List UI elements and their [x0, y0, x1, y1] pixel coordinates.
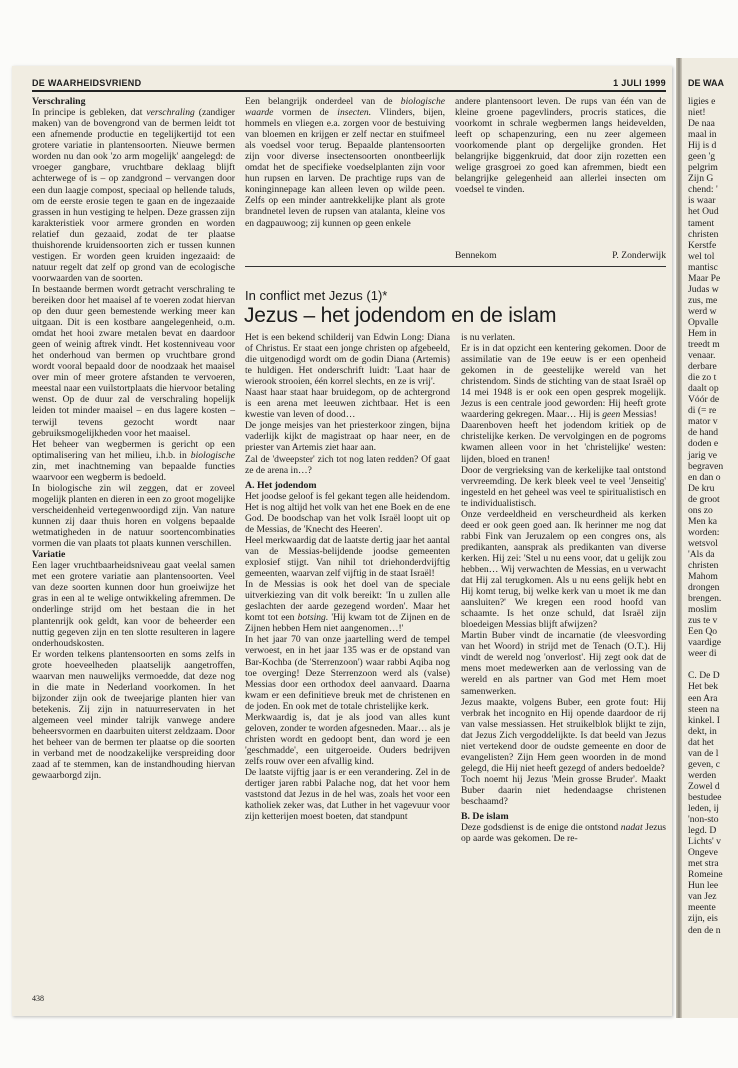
next-page-line: De naa — [688, 118, 715, 130]
next-page-line: mator v — [688, 416, 718, 428]
next-page-line: met stra — [688, 858, 719, 870]
next-page-line: werd w — [688, 305, 717, 317]
next-page-edge — [682, 58, 738, 1018]
paragraph: Daarenboven heeft het jodendom kritiek op de christelijke kerken. De vervolgingen en de pogroms kwamen alleen voor in het 'christelijke' westen: lijden, bloed en tranen! — [461, 420, 666, 465]
paragraph: In de Messias is ook het doel van de speciale uitverkiezing van dit volk bereikt: 'In u zullen alle geslachten der aarde gezegend worden'. Maar het komt tot een botsing. 'Hij kwam tot de Zijnen en de Zijnen hebben Hem niet aangenomen…!' — [245, 579, 451, 635]
next-page-line: derbare — [688, 361, 717, 373]
next-page-line: die zo t — [688, 372, 717, 384]
paragraph: Zal de 'dweepster' zich tot nog laten redden? Of gaat ze de arena in…? — [245, 453, 450, 476]
article-title: Jezus – het jodendom en de islam — [244, 304, 557, 327]
next-page-line: steen na — [688, 703, 720, 715]
next-page-line: C. De D — [688, 670, 720, 682]
paragraph: Heel merkwaardig dat de laatste dertig jaar het aantal van de Messias-belijdende joodse gemeenten explosief stijgt. Van nihil tot driehonderdvijftig gemeenten, waarvan zelf vijftig in de staat Israël! — [245, 535, 450, 580]
next-page-line: Ongeve — [688, 847, 718, 859]
next-page-line: daalt op — [688, 383, 719, 395]
next-page-line: wetsvol — [688, 537, 718, 549]
next-page-line: meente — [688, 902, 716, 914]
next-page-line: de groot — [688, 493, 720, 505]
article-kicker: In conflict met Jezus (1)* — [245, 288, 388, 303]
paragraph: Het joodse geloof is fel gekant tegen alle heidendom. Het is nog altijd het volk van het ene Boek en de ene God. De boodschap van het volk Israël loopt uit op de Messias, de 'Knecht des Heeren'. — [245, 490, 450, 535]
next-page-line: tament — [688, 217, 715, 229]
next-page-line: vaardige — [688, 637, 722, 649]
next-page-line: christen — [688, 559, 719, 571]
next-page-line: di (= re — [688, 405, 717, 417]
next-page-line: zijn, eis — [688, 913, 718, 925]
section-heading: Variatie — [32, 549, 66, 561]
next-page-line: Hij is d — [688, 140, 717, 152]
next-page-line: worden: — [688, 526, 720, 538]
next-page-line: Een Qo — [688, 626, 718, 638]
next-page-line: van de l — [688, 747, 719, 759]
paragraph: Er worden telkens plantensoorten en soms zelfs in grote hoeveelheden plaatselijk aangetroffen, waarvan men nauwelijks vermoedde, dat deze nog in die mate in Nederland voorkomen. In het bijzonder zijn ook de tweejarige planten hier van betekenis. Zij zijn in natuurreservaten in het algemeen veel minder talrijk vanwege andere beheersvormen en daarbuiten uiterst zeldzaam. Door het beheer van de bermen ter plaatse op die soorten in verband met de noodzakelijke verspreiding door zaad af te stemmen, kan de instandhouding hiervan gewaarborgd zijn. — [32, 648, 235, 782]
next-page-line: Kerstfe — [688, 239, 717, 251]
section-heading: Verschraling — [32, 96, 86, 107]
next-page-line: en dan o — [688, 471, 721, 483]
column-plantensoort — [455, 96, 666, 195]
column-jodendom — [245, 332, 450, 822]
next-page-line: Hem in — [688, 327, 717, 339]
next-page-line: van Jez — [688, 891, 717, 903]
paragraph: Martin Buber vindt de incarnatie (de vleesvording van het Woord) in strijd met de Tenach (O.T.). Hij vindt de wereld nog 'onverlost'. Hij zegt ook dat de mens moet medewerken aan de verlossing van de wereld en als partner van God met Hem moet samenwerken. — [461, 630, 666, 697]
next-page-line: geven, c — [688, 758, 720, 770]
next-page-line: weer di — [688, 648, 717, 660]
next-page-line: mantisc — [688, 261, 718, 273]
paragraph: Onze verdeeldheid en verscheurdheid als kerken deed er ook geen goed aan. Ik herinner me nog dat rabbi Fink van Jeruzalem op een congres ons, als predikanten, aansprak als predikanten van diverse kerken. Hij zei: 'Stel u nu eens voor, dat u gelijk zou hebben… Wij verwachten de Messias, en u verwacht dat Hij zal terugkomen. Als u nu eens gelijk hebt en Hij komt terug, bij welke kerk van u moet ik me dan aansluiten?' We kregen een rood hoofd van schaamte. Is het onze schuld, dat Israël zijn bloedeigen Messias blijft afwijzen? — [461, 508, 666, 631]
paragraph: Toch noemt hij Jezus 'Mein grosse Bruder'. Maakt Buber daarin niet hedendaagse christenen beschaamd? — [461, 773, 666, 807]
paragraph: Naast haar staat haar bruidegom, op de achtergrond is een arena met leeuwen zichtbaar. Het is een kwestie van leven of dood… — [245, 387, 450, 421]
paragraph: In biologische zin wil zeggen, dat er zoveel mogelijk planten en dieren in een zo groot mogelijke verscheidenheid vertegenwoordigd zijn. Van nature kunnen zij daar thuis horen en volgens bepaalde wetmatigheden in de natuur soortencombinaties vormen die van plaats tot plaats kunnen verschillen. — [32, 482, 236, 550]
column-kentering — [461, 332, 666, 844]
next-page-line: de hand — [688, 427, 719, 439]
next-page-line — [688, 659, 738, 670]
next-page-line: het Oud — [688, 206, 719, 218]
next-page-line: kinkel. I — [688, 714, 720, 726]
next-page-line: jarig ve — [688, 449, 718, 461]
paragraph: Een lager vruchtbaarheidsniveau gaat veelal samen met een grotere variatie aan plantensoorten. Veel van deze soorten kunnen door hun groeiwijze het gras in een al te welige ontwikkeling afremmen. De onderlinge strijd om het bestaan die in het plantenrijk ook geldt, kan voor de beheerder een nuttig gegeven zijn en ten slotte resulteren in lagere onderhoudskosten. — [32, 560, 235, 649]
column-insecten — [245, 96, 445, 229]
next-page-line: Lichts' v — [688, 836, 721, 848]
next-page-line: Mahom — [688, 571, 718, 583]
next-page-line: bestudee — [688, 791, 722, 803]
next-page-line: 'non-sto — [688, 814, 719, 826]
next-page-line: dekt, in — [688, 725, 717, 737]
next-page-text — [688, 96, 738, 936]
next-page-line: Maar Pe — [688, 272, 721, 284]
signature-author: P. Zonderwijk — [612, 250, 666, 261]
next-page-line: christen — [688, 228, 719, 240]
next-page-line: 'Als da — [688, 548, 715, 560]
next-page-line: venaar. — [688, 350, 716, 362]
next-page-line: Men ka — [688, 515, 718, 527]
paragraph: De laatste vijftig jaar is er een verandering. Zel in de dertiger jaren rabbi Palache nog, dat het voor hem vaststond dat Jezus in de hel was, zoals het voor een katholiek zeker was, dat Luther in het vagevuur voor zijn ketterijen moest boeten, dat standpunt — [245, 766, 450, 823]
next-page-line: Vóór de — [688, 394, 720, 406]
article-signature — [455, 250, 666, 261]
next-page-line: ligies e — [688, 96, 716, 107]
next-page-line: Romeine — [688, 869, 723, 881]
paragraph: andere plantensoort leven. De rups van één van de kleine groene pagevlinders, procris statices, die voorkomt in schrale wegbermen langs heidevelden, leeft op schapenzuring, een nu zeer algemeen voorkomende plant op dergelijke gronden. Het belangrijke biggenkruid, dat door zijn rozetten een welige grasgroei zo goed kan afremmen, biedt een belangrijke gelegenheid aan allerlei insecten om voedsel te vinden. — [455, 96, 666, 196]
next-page-line: Judas w — [688, 283, 719, 295]
paragraph: is nu verlaten. — [461, 332, 516, 343]
paragraph: De jonge meisjes van het priesterkoor zingen, bijna vaderlijk kijkt de magistraat op haar neer, en de priester van Artemis ziet haar aan. — [245, 420, 450, 454]
section-heading: B. De islam — [461, 811, 509, 823]
next-page-line: De kru — [688, 482, 715, 494]
paragraph: Een belangrijk onderdeel van de biologische waarde vormen de insecten. Vlinders, bijen, hommels en vliegen e.a. zorgen voor de bestuiving van bloemen en krijgen er zelf nectar en stuifmeel als voedsel voor terug. Bepaalde plantensoorten zijn voor diverse insectensoorten onontbeerlijk omdat het de specifieke voedselplanten zijn voor hun rupsen en larven. De prachtige rups van de koninginnepage kan alleen leven op wilde peen. Zelfs op een minder aantrekkelijke plant als grote brandnetel leven de rupsen van atalanta, kleine vos en dagpauwoog; zij kunnen op geen enkele — [245, 96, 445, 229]
section-heading: A. Het jodendom — [245, 479, 317, 491]
next-page-line: Opvalle — [688, 316, 719, 328]
next-page-line: doden e — [688, 438, 719, 450]
signature-place: Bennekom — [455, 250, 497, 261]
page-number: 438 — [32, 994, 44, 1003]
next-page-line: een Ara — [688, 692, 718, 704]
paragraph: In het jaar 70 van onze jaartelling werd de tempel verwoest, en in het jaar 135 was er de opstand van Bar-Kochba (de 'Sterrenzoon') waar rabbi Aqiba nog toe overging! Deze Sterrenzoon werd als (valse) Messias door een orthodox deel aanvaard. Daarna kwam er een definitieve breuk met de christenen en de joden. En ook met de totale christelijke kerk. — [245, 634, 450, 712]
paragraph: Merkwaardig is, dat je als jood van alles kunt geloven, zonder te worden afgesneden. Maar… als je christen wordt en gedoopt bent, dan word je een 'geschmadde', een uitgeroeide. Ouders bedrijven zelfs rouw over een afvallig kind. — [245, 711, 450, 767]
next-page-line: leden, ij — [688, 803, 719, 814]
next-page-line: maal in — [688, 129, 717, 141]
next-page-line: pelgrim — [688, 162, 718, 174]
paragraph: Deze godsdienst is de enige die ontstond nadat Jezus op aarde was gekomen. De re- — [461, 822, 666, 845]
next-page-line: treedt m — [688, 339, 720, 351]
article-divider — [245, 266, 666, 267]
paragraph: Jezus maakte, volgens Buber, een grote fout: Hij verbrak het incognito en Hij opende daardoor de rij van valse messiassen. Het struikelblok blijkt te zijn, dat Jezus Zich vergoddelijkte. Is dat beeld van Jezus niet vertekend door de oudste gemeente en door de evangelisten? Zijn Hem geen woorden in de mond gelegd, die Hij niet heeft gezegd of anders bedoelde? — [461, 696, 666, 774]
next-page-line: zus te v — [688, 615, 718, 627]
next-page-line: Zowel d — [688, 780, 720, 792]
running-head — [32, 78, 666, 92]
next-page-line: is waar — [688, 195, 716, 207]
paragraph: Het is een bekend schilderij van Edwin Long: Diana of Christus. Er staat een jonge christen op afgebeeld, die uitgenodigd wordt om de godin Diana (Artemis) te huldigen. Het onderschrift luidt: 'Laat haar de wierook strooien, één korrel slechts, en ze is vrij'. — [245, 332, 450, 388]
next-page-line: niet! — [688, 107, 706, 119]
publication-name: DE WAARHEIDSVRIEND — [32, 78, 142, 88]
next-page-line: Het bek — [688, 681, 719, 693]
next-page-line: Hun lee — [688, 880, 719, 892]
paragraph: Er is in dat opzicht een kentering gekomen. Door de assimilatie van de 19e eeuw is er een openheid gekomen in de geestelijke wereld van het christendom. Sinds de stichting van de staat Israël op 14 mei 1948 is er ook een open gesprek mogelijk. Jezus is een centrale jood geworden: Hij heeft grote waardering gekregen. Maar… Hij is geen Messias! — [461, 343, 666, 421]
next-page-line: den de n — [688, 924, 721, 936]
paragraph: In bestaande bermen wordt getracht verschraling te bereiken door het maaisel af te voeren zodat hiervan op den duur geen bemestende werking meer kan uitgaan. Dit is een kostbare aangelegenheid, o.m. omdat het hooi zware metalen bevat en daardoor geen of weinig aftrek vindt. Het kostenniveau voor het onderhoud van bermen op vruchtbare grond wordt vooral bepaald door de noodzaak het maaisel over min of meer grotere afstanden te vervoeren, meestal naar een vuilstortplaats die hiervoor betaling wenst. Op de duur zal de verschraling hopelijk leiden tot minder maaisel – en dus lagere kosten – terwijl tevens gezocht wordt naar gebruiksmogelijkheden voor het maaisel. — [32, 283, 235, 439]
column-verschraling — [32, 96, 235, 976]
next-page-line: ons zo — [688, 504, 713, 516]
next-page-line: geen 'g — [688, 151, 716, 163]
next-page-running-head: DE WAA — [688, 78, 724, 88]
next-page-line: zus, me — [688, 294, 718, 306]
next-page-line: brengen. — [688, 593, 722, 605]
next-page-line: begraven — [688, 460, 724, 472]
paragraph: Het beheer van wegbermen is gericht op een optimalisering van het milieu, i.h.b. in biologische zin, met inachtneming van bepaalde functies waarvoor een wegberm is bedoeld. — [32, 438, 235, 483]
next-page-line: werden — [688, 769, 717, 781]
paragraph: Door de vergrieksing van de kerkelijke taal ontstond vervreemding. De kerk bleek veel te veel 'Jenseitig' ingesteld en het geheel was veel te spiritualistisch en te individualistisch. — [461, 464, 666, 509]
magazine-page — [12, 66, 672, 1016]
paragraph: In principe is gebleken, dat verschraling (zandiger maken) van de bovengrond van de bermen leidt tot een afnemende productie en tegelijkertijd tot een grotere variatie in plantensoorten. Nieuwe bermen worden nu dan ook 'zo arm mogelijk' aangelegd: de vroeger gangbare, vruchtbare deklaag blijft achterwege of is – op zandgrond – vervangen door een dun laagje compost, speciaal op hellende taluds, om de eerste erosie tegen te gaan en de ingezaaide grassen in hun vestiging te helpen. Deze grassen zijn karakteristiek voor armere gronden en worden relatief dun gezaaid, zodat de ter plaatse thuishorende kruidensoorten zich er tussen kunnen vestigen. Er worden geen kruiden ingezaaid: de natuur regelt dat zelf op grond van de ecologische voorwaarden van de soorten. — [32, 107, 235, 284]
next-page-line: chend: ' — [688, 184, 718, 196]
next-page-line: drongen — [688, 582, 720, 594]
next-page-line: Zijn G — [688, 173, 714, 185]
next-page-line: moslim — [688, 604, 717, 616]
issue-date: 1 JULI 1999 — [613, 78, 666, 88]
next-page-line: legd. D — [688, 825, 717, 837]
next-page-line: dat het — [688, 736, 714, 748]
next-page-line: wel tol — [688, 250, 715, 262]
